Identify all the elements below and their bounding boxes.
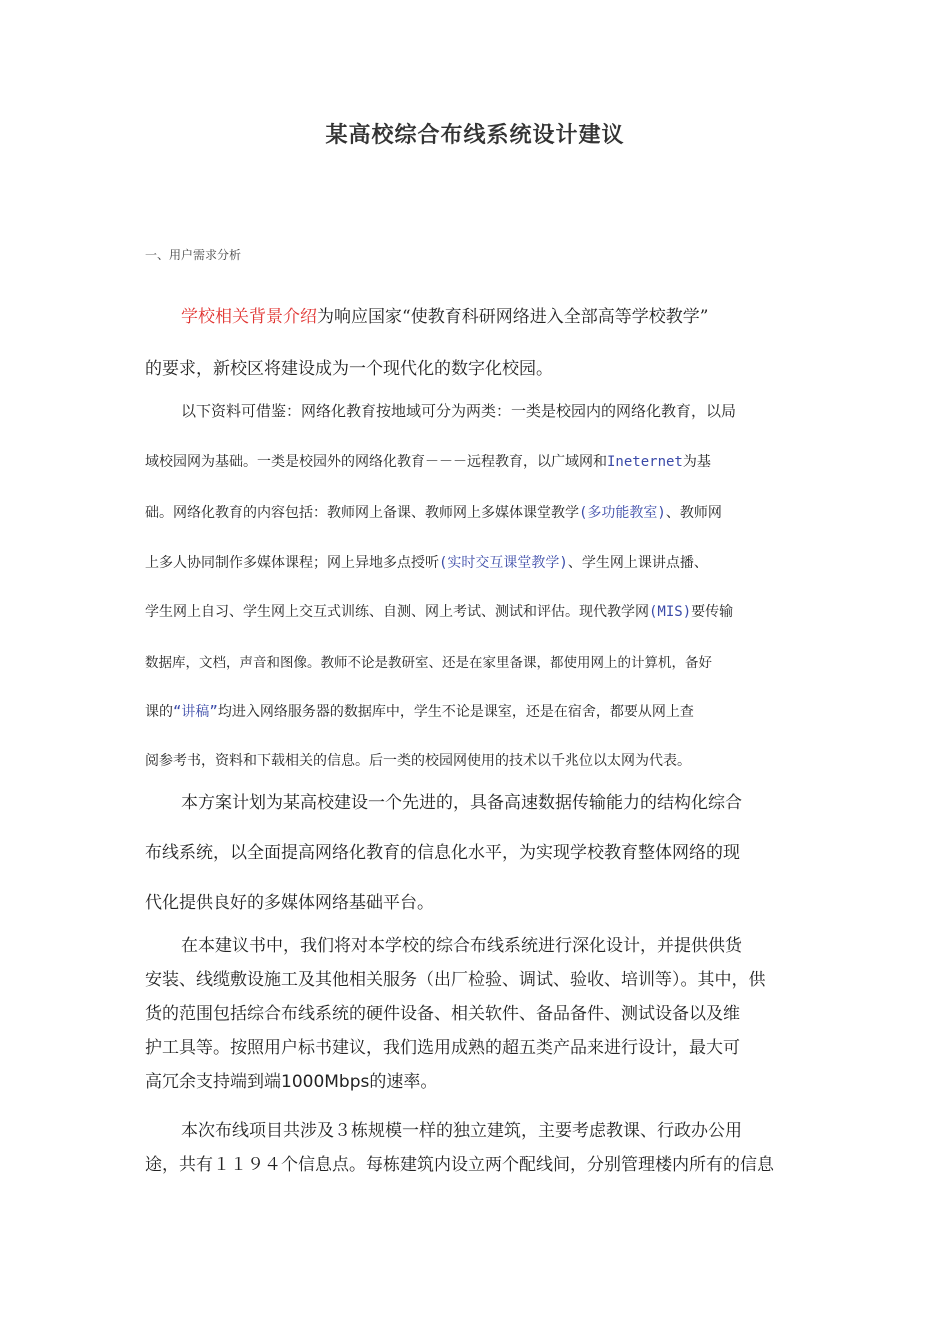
text-span: 、教师网 <box>665 505 722 521</box>
text-span: 高冗余支持端到端 <box>145 1072 281 1092</box>
text-line: 本方案计划为某高校建设一个先进的，具备高速数据传输能力的结构化综合 <box>181 793 742 813</box>
text-span: 上多人协同制作多媒体课程；网上异地多点授听 <box>145 555 439 571</box>
document-title: 某高校综合布线系统设计建议 <box>325 123 625 148</box>
text-line: 布线系统，以全面提高网络化教育的信息化水平，为实现学校教育整体网络的现 <box>145 843 740 863</box>
text-span: 要传输 <box>691 604 734 620</box>
text-span: 为响应国家“使教育科研网络进入全部高等学校教学” <box>317 307 709 327</box>
text-line: 阅参考书，资料和下载相关的信息。后一类的校园网使用的技术以千兆位以太网为代表。 <box>145 753 691 769</box>
text-line <box>145 1067 807 1101</box>
text-span: 域校园网为基础。一类是校园外的网络化教育－－－远程教育，以广域网和 <box>145 454 607 470</box>
paragraph-scope <box>145 1116 807 1184</box>
text-span: 课的 <box>145 704 173 720</box>
text-line: 本次布线项目共涉及３栋规模一样的独立建筑，主要考虑教课、行政办公用 <box>181 1121 742 1141</box>
text-span: (实时交互课堂教学) <box>439 555 568 571</box>
text-line: 数据库，文档，声音和图像。教师不论是教研室、还是在家里备课，都使用网上的计算机，备好 <box>145 655 712 671</box>
paragraph-reference <box>145 400 807 790</box>
text-line: 途，共有１１９４个信息点。每栋建筑内设立两个配线间，分别管理楼内所有的信息 <box>145 1155 774 1175</box>
text-line <box>145 451 807 502</box>
text-span: 础。网络化教育的内容包括：教师网上备课、教师网上多媒体课堂教学 <box>145 505 579 521</box>
text-span: 、学生网上课讲点播、 <box>567 555 708 571</box>
text-span: 学生网上自习、学生网上交互式训练、自测、网上考试、测试和评估。现代教学网 <box>145 604 649 620</box>
text-line <box>145 302 807 354</box>
text-line <box>145 502 807 552</box>
paragraph-proposal <box>145 931 807 1101</box>
text-line <box>145 601 807 651</box>
text-span: (MIS) <box>649 604 692 620</box>
paragraph-plan <box>145 788 807 928</box>
text-line: 安装、线缆敷设施工及其他相关服务（出厂检验、调试、验收、培训等）。其中，供 <box>145 970 766 990</box>
text-line: 的要求，新校区将建设成为一个现代化的数字化校园。 <box>145 359 553 379</box>
text-line <box>145 552 807 601</box>
text-span: Ineternet <box>607 454 683 470</box>
text-line: 护工具等。按照用户标书建议，我们选用成熟的超五类产品来进行设计，最大可 <box>145 1038 740 1058</box>
paragraph-background <box>145 302 807 394</box>
text-line <box>145 701 807 750</box>
text-span: (多功能教室) <box>579 505 666 521</box>
text-line: 货的范围包括综合布线系统的硬件设备、相关软件、备品备件、测试设备以及维 <box>145 1004 740 1024</box>
text-span: 的速率。 <box>369 1072 438 1092</box>
text-span: 均进入网络服务器的数据库中，学生不论是课室，还是在宿舍，都要从网上查 <box>217 704 694 720</box>
text-span: 为基 <box>682 454 711 470</box>
highlight-heading: 学校相关背景介绍 <box>181 307 317 327</box>
text-span: “讲稿” <box>173 704 218 720</box>
text-line: 以下资料可借鉴：网络化教育按地域可分为两类：一类是校园内的网络化教育，以局 <box>181 402 737 420</box>
section-heading: 一、用户需求分析 <box>145 248 242 262</box>
text-line: 在本建议书中，我们将对本学校的综合布线系统进行深化设计，并提供供货 <box>181 936 742 956</box>
text-span: 1000Mbps <box>281 1072 370 1092</box>
text-line: 代化提供良好的多媒体网络基础平台。 <box>145 893 434 913</box>
